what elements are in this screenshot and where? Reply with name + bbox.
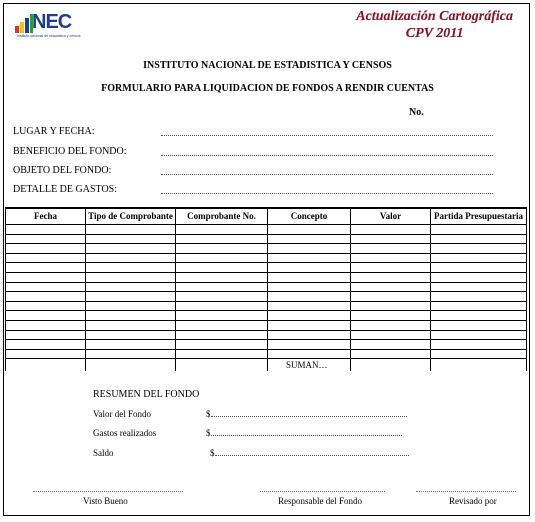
table-cell[interactable] [6,320,86,330]
table-cell[interactable] [268,320,351,330]
table-cell[interactable] [268,253,351,263]
currency-sign: $ [206,428,211,438]
table-cell[interactable] [176,301,268,311]
table-cell[interactable] [86,272,176,282]
table-cell[interactable] [86,282,176,292]
signature-line-visto-bueno[interactable] [33,490,183,492]
table-cell[interactable] [431,301,527,311]
table-cell[interactable] [6,340,86,350]
table-cell[interactable] [86,234,176,244]
table-cell[interactable] [431,349,527,359]
stamp-line-2: CPV 2011 [405,26,464,41]
table-cell[interactable] [86,263,176,273]
table-cell[interactable] [431,330,527,340]
table-cell[interactable] [268,234,351,244]
signature-label-visto-bueno: Visto Bueno [83,496,128,506]
table-cell[interactable] [86,225,176,235]
institution-title: INSTITUTO NACIONAL DE ESTADISTICA Y CENSOS [143,60,392,71]
field-line-beneficio[interactable] [161,147,493,156]
table-cell[interactable] [431,282,527,292]
table-cell[interactable] [176,340,268,350]
table-cell[interactable] [176,311,268,321]
total-label: SUMAN… [268,359,351,372]
field-label-lugar-fecha: LUGAR Y FECHA: [13,126,95,137]
table-cell[interactable] [268,225,351,235]
field-line-lugar-fecha[interactable] [161,127,493,136]
table-cell[interactable] [86,330,176,340]
table-cell[interactable] [268,301,351,311]
table-cell[interactable] [86,292,176,302]
form-title: FORMULARIO PARA LIQUIDACION DE FONDOS A RENDIR CUENTAS [101,83,434,94]
table-cell[interactable] [86,320,176,330]
table-cell[interactable] [6,301,86,311]
table-row [6,330,527,340]
field-line-detalle[interactable] [161,185,493,194]
table-cell[interactable] [351,225,431,235]
table-cell[interactable] [268,311,351,321]
table-header-row [6,208,527,225]
table-cell[interactable] [6,263,86,273]
table-cell[interactable] [351,311,431,321]
table-cell[interactable] [176,320,268,330]
logo-subtext: Instituto nacional de estadística y censos [17,34,81,38]
table-cell[interactable] [431,272,527,282]
table-body [6,225,527,372]
field-label-detalle: DETALLE DE GASTOS: [13,184,118,195]
table-cell[interactable] [268,292,351,302]
table-cell[interactable] [6,234,86,244]
table-cell[interactable] [431,253,527,263]
table-cell[interactable] [86,244,176,254]
summary-label-valor: Valor del Fondo [93,409,151,419]
table-cell[interactable] [6,330,86,340]
table-cell[interactable] [6,349,86,359]
table-cell[interactable] [176,263,268,273]
currency-sign: $ [210,448,215,458]
table-cell[interactable] [268,244,351,254]
table-cell[interactable] [431,225,527,235]
table-row [6,340,527,350]
table-cell[interactable] [431,311,527,321]
summary-value-gastos[interactable] [206,428,402,438]
expense-table [5,207,527,371]
table-cell[interactable] [351,301,431,311]
signature-line-responsable[interactable] [260,490,385,492]
table-cell[interactable] [176,272,268,282]
table-cell[interactable] [351,263,431,273]
signature-line-revisado[interactable] [416,490,516,492]
table-row [6,320,527,330]
summary-label-saldo: Saldo [93,448,114,458]
table-cell[interactable] [351,320,431,330]
table-cell[interactable] [268,330,351,340]
table-row [6,244,527,254]
table-cell[interactable] [86,253,176,263]
table-cell[interactable] [431,292,527,302]
column-header-fecha: Fecha [6,208,86,225]
signature-label-responsable: Responsable del Fondo [278,496,362,506]
table-cell[interactable] [6,244,86,254]
table-cell[interactable] [431,263,527,273]
table-cell[interactable] [86,311,176,321]
table-row [6,253,527,263]
table-cell[interactable] [268,263,351,273]
table-cell[interactable] [6,253,86,263]
table-cell[interactable] [268,272,351,282]
total-cell-empty [6,359,86,372]
table-row [6,263,527,273]
table-cell[interactable] [86,340,176,350]
table-cell[interactable] [268,340,351,350]
field-label-objeto: OBJETO DEL FONDO: [13,165,112,176]
table-cell[interactable] [351,340,431,350]
column-header-valor: Valor [351,208,431,225]
table-cell[interactable] [351,234,431,244]
summary-value-saldo[interactable] [210,448,409,458]
table-cell[interactable] [176,292,268,302]
table-cell[interactable] [351,253,431,263]
summary-title: RESUMEN DEL FONDO [93,389,200,400]
column-header-partida: Partida Presupuestaria [431,208,527,225]
currency-sign: $ [206,409,211,419]
table-cell[interactable] [268,349,351,359]
table-cell[interactable] [351,244,431,254]
table-cell[interactable] [6,311,86,321]
cpv-stamp [356,8,513,42]
stamp-line-1: Actualización Cartográfica [356,9,513,24]
table-cell[interactable] [176,225,268,235]
field-label-beneficio: BENEFICIO DEL FONDO: [13,146,127,157]
logo-wordmark: NEC [32,11,72,33]
field-line-objeto[interactable] [161,166,493,175]
table-row [6,311,527,321]
table-cell[interactable] [176,349,268,359]
total-row [6,359,527,372]
column-header-tipo-comprobante: Tipo de Comprobante [86,208,176,225]
table-row [6,349,527,359]
table-row [6,292,527,302]
table-row [6,282,527,292]
table-cell[interactable] [176,253,268,263]
table-cell[interactable] [6,292,86,302]
table-cell[interactable] [86,301,176,311]
table-cell[interactable] [431,234,527,244]
signature-label-revisado: Revisado por [449,496,497,506]
table-cell[interactable] [431,340,527,350]
table-cell[interactable] [176,330,268,340]
column-header-concepto: Concepto [268,208,351,225]
table-cell[interactable] [351,292,431,302]
table-cell[interactable] [176,282,268,292]
inec-logo [15,11,85,40]
table-cell[interactable] [6,282,86,292]
table-row [6,225,527,235]
table-cell[interactable] [86,349,176,359]
logo-bars-icon [15,14,33,34]
table-cell[interactable] [351,349,431,359]
summary-value-valor[interactable] [206,409,407,419]
table-row [6,301,527,311]
total-cell-empty [176,359,268,372]
table-cell[interactable] [351,330,431,340]
table-cell[interactable] [6,272,86,282]
table-row [6,234,527,244]
table-cell[interactable] [6,225,86,235]
table-cell[interactable] [431,244,527,254]
table-cell[interactable] [176,234,268,244]
table-cell[interactable] [431,320,527,330]
table-cell[interactable] [176,244,268,254]
table-cell[interactable] [351,282,431,292]
column-header-comprobante-no: Comprobante No. [176,208,268,225]
number-label: No. [409,107,424,118]
summary-label-gastos: Gastos realizados [93,428,157,438]
table-cell[interactable] [351,272,431,282]
table-cell[interactable] [268,282,351,292]
total-cell-empty [431,359,527,372]
table-row [6,272,527,282]
total-cell-empty [86,359,176,372]
total-value-cell[interactable] [351,359,431,372]
